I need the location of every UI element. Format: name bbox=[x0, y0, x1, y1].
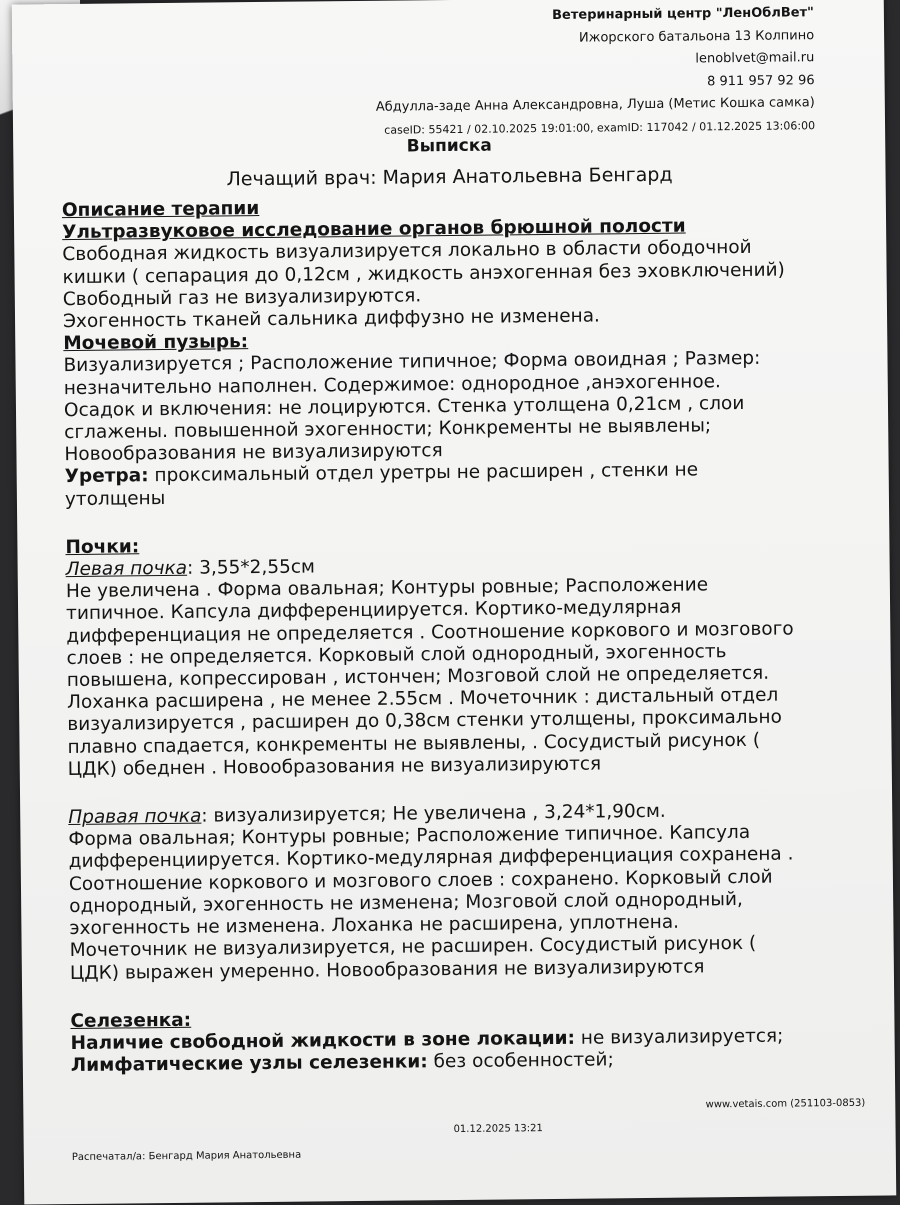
left-kidney-line: типичное. Капсула дифференциируется. Кортико-медулярная bbox=[66, 597, 682, 625]
therapy-line: Эхогенность тканей сальника диффузно не изменена. bbox=[62, 305, 600, 333]
clinic-email: lenoblvet@mail.ru bbox=[695, 50, 815, 67]
left-kidney-line: слоев : не определяется. Корковый слой однородный, эхогенность bbox=[66, 641, 727, 669]
right-kidney-line: Форма овальная; Контуры ровные; Расположение типичное. Капсула bbox=[68, 822, 751, 851]
spleen-nodes-label: Лимфатические узлы селезенки: bbox=[70, 1051, 428, 1077]
therapy-line: Свободный газ не визуализируются. bbox=[62, 285, 422, 310]
left-kidney-line: ЦДК) обеднен . Новообразования не визуализируются bbox=[67, 753, 602, 780]
attending-doctor: Лечащий врач: Мария Анатольевна Бенгард bbox=[226, 163, 673, 191]
left-kidney-line: дифференциация не определяется . Соотношение коркового и мозгового bbox=[66, 618, 794, 647]
right-kidney-label: Правая почка bbox=[68, 805, 202, 829]
spleen-nodes-value: без особенностей; bbox=[427, 1049, 614, 1073]
urethra-text: проксимальный отдел уретры не расширен , стенки не bbox=[148, 459, 699, 487]
bladder-line: Осадок и включения: не лоцируются. Стенка утолщена 0,21см , слои bbox=[63, 392, 745, 421]
spleen-fluid-value: не визуализируется; bbox=[574, 1025, 784, 1049]
bladder-heading: Мочевой пузырь: bbox=[63, 331, 249, 355]
clinic-phone: 8 911 957 92 96 bbox=[706, 72, 815, 89]
report-body bbox=[62, 192, 861, 1078]
spleen-fluid-label: Наличие свободной жидкости в зоне локации: bbox=[70, 1027, 576, 1054]
right-kidney-line: эхогенность не изменена. Лоханка не расширена, уплотнена. bbox=[69, 911, 680, 940]
case-info: caseID: 55421 / 02.10.2025 19:01:00, examID: 117042 / 01.12.2025 13:06:00 bbox=[384, 118, 816, 137]
left-kidney-line: повышена, копрессирован , истончен; Мозговой слой не определяется. bbox=[66, 662, 770, 692]
footer-printed-by: Распечатал/а: Бенгард Мария Анатольевна bbox=[71, 1149, 302, 1164]
kidneys-heading: Почки: bbox=[65, 536, 140, 558]
bladder-line: незначительно наполнен. Содержимое: однородное ,анэхогенное. bbox=[63, 370, 722, 399]
left-kidney-size: : 3,55*2,55см bbox=[186, 556, 316, 579]
document-title: Выписка bbox=[406, 135, 492, 157]
bladder-line: сглажены. повышенной эхогенности; Конкременты не выявлены; bbox=[64, 415, 712, 444]
document-page bbox=[12, 0, 897, 1205]
right-kidney-line: однородный, эхогенность не изменена; Мозговой слой однородный, bbox=[69, 888, 743, 917]
right-kidney-first: : визуализируется; Не увеличена , 3,24*1,90см. bbox=[201, 800, 666, 827]
right-kidney-line: Соотношение коркового и мозгового слоев : сохранено. Корковый слой bbox=[68, 866, 773, 895]
urethra-label: Уретра: bbox=[64, 465, 149, 488]
left-kidney-line: Лоханка расширена , не менее 2.55см . Мочеточник : дистальный отдел bbox=[66, 684, 779, 714]
left-kidney-label: Левая почка bbox=[65, 557, 188, 581]
clinic-header bbox=[375, 2, 815, 142]
left-kidney-line: визуализируется , расширен до 0,38см стенки утолщены, проксимально bbox=[67, 707, 783, 736]
left-kidney-line: Не увеличена . Форма овальная; Контуры ровные; Расположение bbox=[65, 574, 709, 603]
bladder-line: Новообразования не визуализируются bbox=[64, 440, 443, 466]
footer-site: www.vetais.com (251103-0853) bbox=[705, 1097, 866, 1111]
left-kidney-line: плавно спадается, конкременты не выявлены, . Сосудистый рисунок ( bbox=[67, 729, 761, 758]
right-kidney-line: дифференциируется. Кортико-медулярная дифференциация сохранена . bbox=[68, 843, 794, 873]
footer-datetime: 01.12.2025 13:21 bbox=[453, 1123, 543, 1136]
urethra-line-2: утолщены bbox=[64, 487, 166, 510]
right-kidney-line: ЦДК) выражен умеренно. Новообразования не визуализируются bbox=[69, 955, 705, 984]
ultrasound-heading: Ультразвуковое исследование органов брюшной полости bbox=[62, 215, 686, 244]
spleen-heading: Селезенка: bbox=[70, 1009, 192, 1032]
clinic-address: Ижорского батальона 13 Колпино bbox=[578, 27, 815, 46]
clinic-name: Ветеринарный центр "ЛенОблВет" bbox=[552, 5, 814, 23]
bladder-line: Визуализируется ; Расположение типичное; Форма овоидная ; Размер: bbox=[63, 348, 761, 377]
therapy-line: кишки ( сепарация до 0,12см , жидкость анэхогенная без эховключений) bbox=[62, 259, 785, 288]
right-kidney-line: Мочеточник не визуализируется, не расширен. Сосудистый рисунок ( bbox=[69, 933, 757, 962]
patient-info: Абдулла-заде Анна Александровна, Луша (Метис Кошка самка) bbox=[375, 95, 815, 115]
therapy-line: Свободная жидкость визуализируется локально в области ободочной bbox=[62, 237, 752, 266]
therapy-heading: Описание терапии bbox=[61, 198, 260, 222]
